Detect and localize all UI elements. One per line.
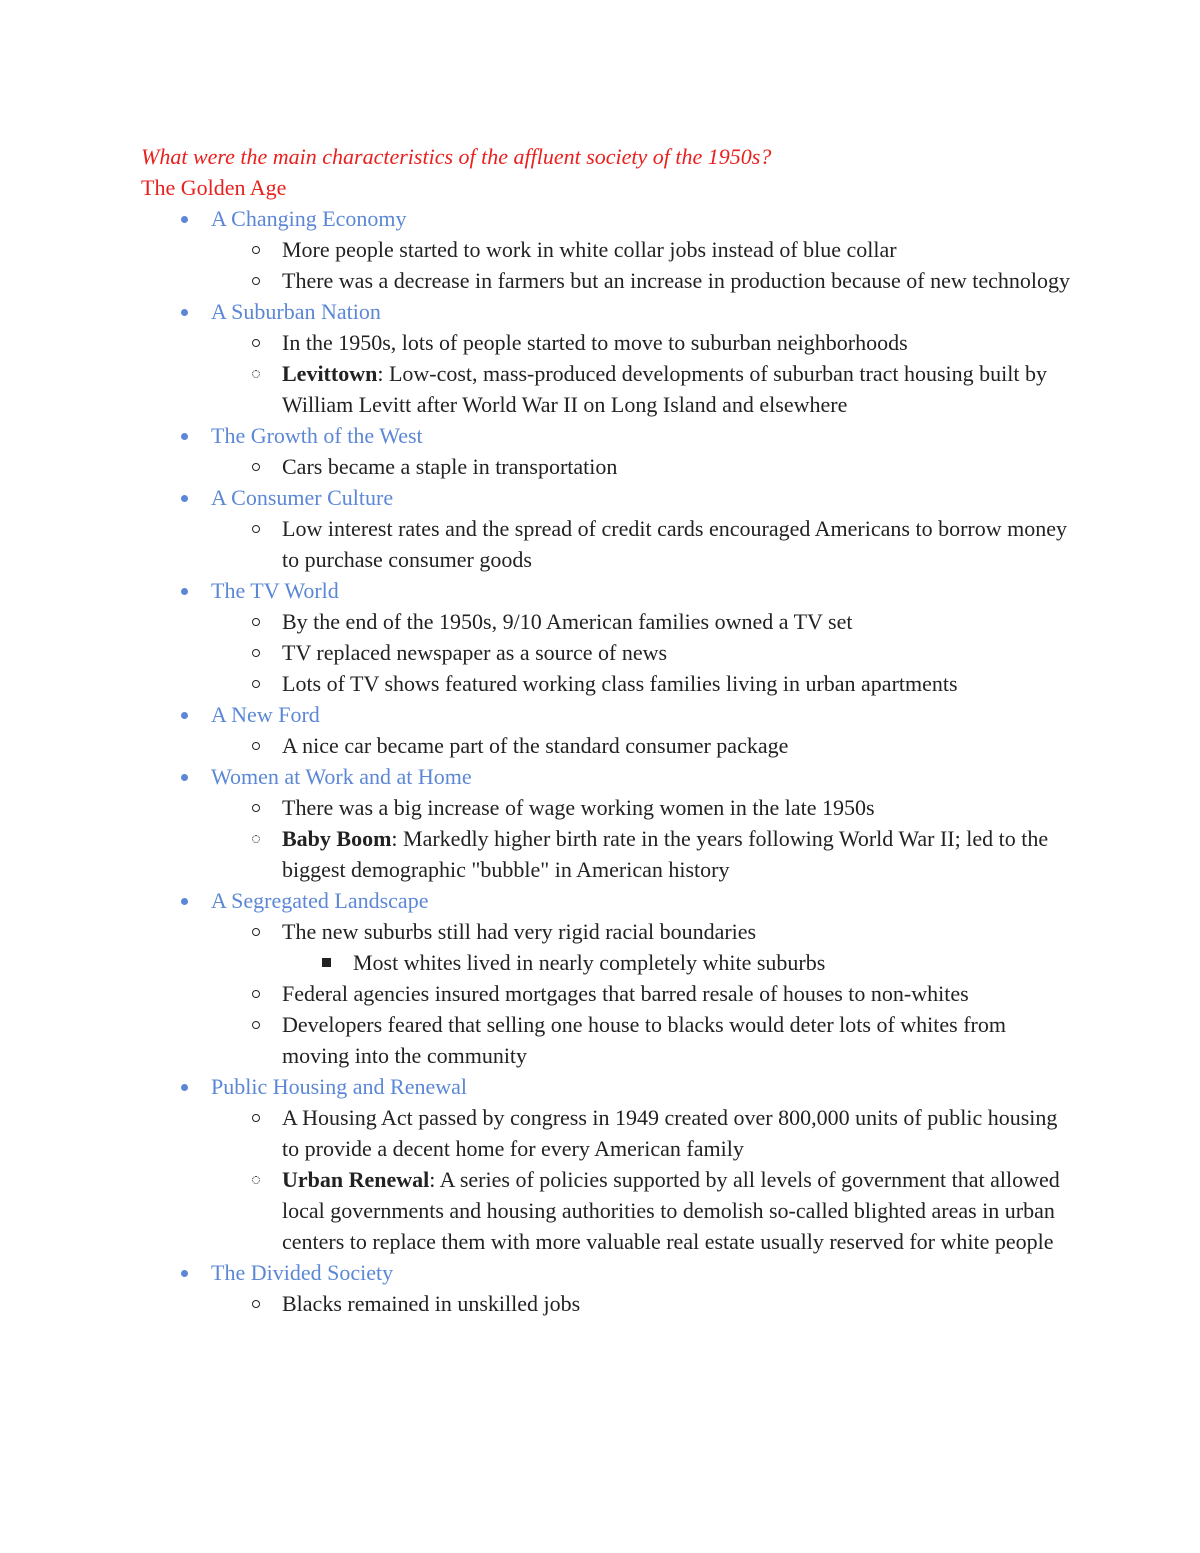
list-item-text: Low interest rates and the spread of credit cards encouraged Americans to borrow money to purchase consumer goods (282, 516, 1067, 572)
list-item-text: Federal agencies insured mortgages that barred resale of houses to non-whites (282, 981, 969, 1006)
bullet-circle-icon (252, 370, 260, 378)
bullet-circle-icon (252, 525, 260, 533)
bullet-circle-icon (252, 339, 260, 347)
bullet-dot-icon (181, 774, 188, 781)
topic-item (141, 699, 1071, 761)
subtopic-list (211, 1102, 1071, 1257)
subtopic-list (211, 606, 1071, 699)
list-item (211, 358, 1071, 420)
topic-item (141, 203, 1071, 296)
list-item (211, 513, 1071, 575)
list-item-text: : Low-cost, mass-produced developments of suburban tract housing built by William Levitt after World War II on Long Island and elsewhere (282, 361, 1047, 417)
list-item (211, 792, 1071, 823)
bullet-circle-icon (252, 928, 260, 936)
topic-heading: Public Housing and Renewal (211, 1074, 468, 1099)
bullet-circle-icon (252, 835, 260, 843)
list-item (211, 451, 1071, 482)
topic-heading: Women at Work and at Home (211, 764, 472, 789)
bullet-circle-icon (252, 277, 260, 285)
subtopic-list (211, 327, 1071, 420)
bullet-dot-icon (181, 216, 188, 223)
bullet-dot-icon (181, 433, 188, 440)
nested-item-text: Most whites lived in nearly completely white suburbs (353, 950, 826, 975)
topic-item (141, 296, 1071, 420)
subtopic-list (211, 513, 1071, 575)
topic-heading: A Consumer Culture (211, 485, 394, 510)
bullet-dot-icon (181, 1270, 188, 1277)
list-item-text: A Housing Act passed by congress in 1949 created over 800,000 units of public housing to provide a decent home for every American family (282, 1105, 1058, 1161)
list-item-text: : A series of policies supported by all levels of government that allowed local governments and housing authorities to demolish so-called blighted areas in urban centers to replace them with more valuable real estate usually reserved for white people (282, 1167, 1060, 1254)
key-term: Levittown (282, 361, 378, 386)
topic-heading: A Suburban Nation (211, 299, 381, 324)
subtopic-list (211, 916, 1071, 1071)
bullet-circle-icon (252, 618, 260, 626)
bullet-circle-icon (252, 463, 260, 471)
list-item (211, 1288, 1071, 1319)
topic-item (141, 482, 1071, 575)
topic-heading: The Growth of the West (211, 423, 423, 448)
list-item-text: The new suburbs still had very rigid racial boundaries (282, 919, 757, 944)
topic-heading: The TV World (211, 578, 339, 603)
list-item-text: Lots of TV shows featured working class families living in urban apartments (282, 671, 958, 696)
list-item-text: TV replaced newspaper as a source of news (282, 640, 668, 665)
nested-list-item (282, 947, 1071, 978)
bullet-circle-icon (252, 1114, 260, 1122)
list-item (211, 327, 1071, 358)
list-item-text: : Markedly higher birth rate in the years following World War II; led to the biggest demographic "bubble" in American history (282, 826, 1049, 882)
topic-item (141, 1071, 1071, 1257)
bullet-circle-icon (252, 1176, 260, 1184)
list-item (211, 668, 1071, 699)
list-item (211, 606, 1071, 637)
section-title: The Golden Age (141, 175, 287, 200)
list-item (211, 1009, 1071, 1071)
list-item-text: In the 1950s, lots of people started to move to suburban neighborhoods (282, 330, 908, 355)
bullet-dot-icon (181, 898, 188, 905)
list-item (211, 1102, 1071, 1164)
bullet-dot-icon (181, 712, 188, 719)
topic-heading: The Divided Society (211, 1260, 394, 1285)
subtopic-list (211, 234, 1071, 296)
bullet-circle-icon (252, 990, 260, 998)
subtopic-list (211, 792, 1071, 885)
list-item (211, 637, 1071, 668)
bullet-circle-icon (252, 1300, 260, 1308)
list-item-text: A nice car became part of the standard consumer package (282, 733, 789, 758)
bullet-square-icon (322, 958, 331, 967)
bullet-dot-icon (181, 1084, 188, 1091)
list-item-text: There was a decrease in farmers but an increase in production because of new technology (282, 268, 1070, 293)
topic-heading: A Changing Economy (211, 206, 407, 231)
bullet-circle-icon (252, 1021, 260, 1029)
topic-list (141, 203, 1071, 1319)
list-item-text: By the end of the 1950s, 9/10 American families owned a TV set (282, 609, 853, 634)
list-item-text: More people started to work in white collar jobs instead of blue collar (282, 237, 897, 262)
topic-item (141, 885, 1071, 1071)
bullet-circle-icon (252, 742, 260, 750)
bullet-circle-icon (252, 246, 260, 254)
list-item (211, 823, 1071, 885)
subtopic-list (211, 730, 1071, 761)
topic-item (141, 1257, 1071, 1319)
subtopic-list (211, 1288, 1071, 1319)
document-page (141, 141, 1071, 1319)
key-term: Urban Renewal (282, 1167, 430, 1192)
list-item-text: Blacks remained in unskilled jobs (282, 1291, 581, 1316)
list-item (211, 916, 1071, 978)
list-item (211, 265, 1071, 296)
bullet-circle-icon (252, 804, 260, 812)
subtopic-list (211, 451, 1071, 482)
topic-item (141, 761, 1071, 885)
topic-heading: A Segregated Landscape (211, 888, 429, 913)
nested-list (282, 947, 1071, 978)
list-item-text: Cars became a staple in transportation (282, 454, 618, 479)
list-item-text: There was a big increase of wage working women in the late 1950s (282, 795, 875, 820)
key-term: Baby Boom (282, 826, 392, 851)
list-item (211, 1164, 1071, 1257)
list-item (211, 978, 1071, 1009)
bullet-circle-icon (252, 680, 260, 688)
bullet-dot-icon (181, 309, 188, 316)
topic-item (141, 575, 1071, 699)
list-item-text: Developers feared that selling one house to blacks would deter lots of whites from moving into the community (282, 1012, 1006, 1068)
topic-heading: A New Ford (211, 702, 320, 727)
list-item (211, 234, 1071, 265)
bullet-dot-icon (181, 588, 188, 595)
question-heading: What were the main characteristics of the affluent society of the 1950s? (141, 144, 772, 169)
bullet-dot-icon (181, 495, 188, 502)
list-item (211, 730, 1071, 761)
bullet-circle-icon (252, 649, 260, 657)
topic-item (141, 420, 1071, 482)
